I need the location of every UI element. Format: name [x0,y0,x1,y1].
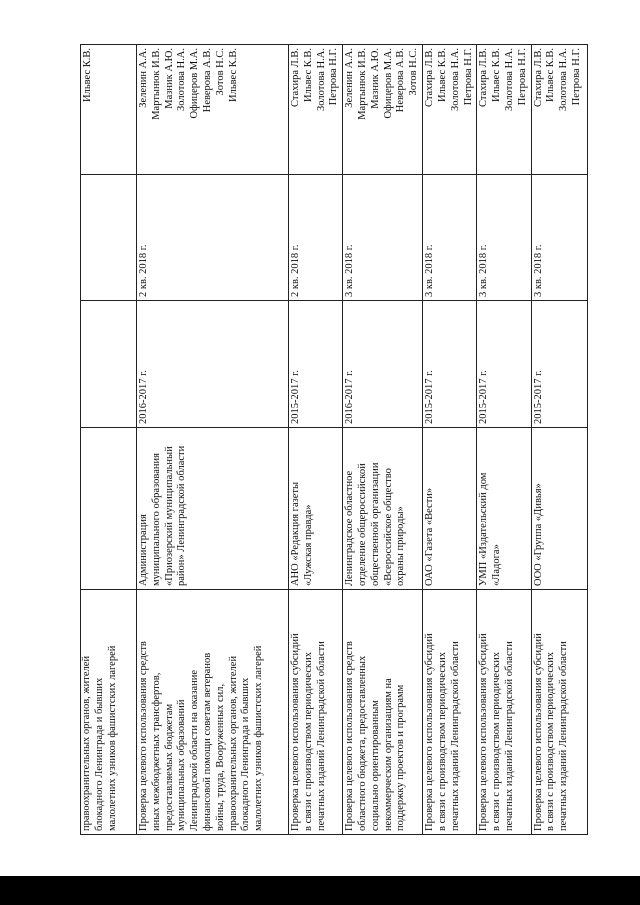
audit-period-cell: 2016-2017 г. [137,301,289,428]
executors-cell-line: Ильвес К.В. [82,48,93,102]
audit-object-cell [81,428,137,590]
executors-cell-line: Неверова А.В. [201,48,213,113]
executors-cell [343,45,423,175]
audit-term-cell: 3 кв. 2018 г. [423,175,477,301]
audit-subject-cell-line: иных межбюджетных трансфертов, [150,672,162,831]
audit-plan-table [80,44,588,835]
audit-subject-cell-line: печатных изданий Ленинградской области [558,641,570,831]
table-row [531,45,587,835]
executors-cell-line: Петрова Н.Г. [328,48,340,106]
audit-subject-cell [289,590,343,835]
audit-term-cell: 3 кв. 2018 г. [477,175,531,301]
executors-cell-line: Мартынюк И.В. [150,48,162,120]
audit-subject-cell-line: Проверка целевого использования субсидий [290,633,301,831]
audit-subject-cell-line: правоохранительных органов, жителей [227,655,239,831]
audit-subject-cell-line: в связи с производством периодических [545,652,557,831]
table-row [477,45,531,835]
executors-cell-line: Золотова Н.А. [315,48,327,111]
audit-subject-cell-line: печатных изданий Ленинградской области [503,641,515,831]
audit-subject-cell-line: муниципальных образований [176,699,188,831]
audit-subject-cell [477,590,531,835]
executors-cell-line: Золотова Н.А. [176,48,188,111]
audit-subject-cell-line: предоставляемых бюджетам [163,703,175,831]
executors-cell-line: Ильвес К.В. [491,48,503,102]
executors-cell-line: Петрова Н.Г. [570,48,582,106]
table-row [423,45,477,835]
audit-period-cell: 2015-2017 г. [423,301,477,428]
audit-object-cell-line: Администрация [138,514,149,586]
executors-cell-line: Ильвес К.В. [302,48,314,102]
table-row [289,45,343,835]
audit-object-cell [477,428,531,590]
audit-subject-cell-line: социально ориентированным [369,700,381,831]
audit-term-cell: 2 кв. 2018 г. [137,175,289,301]
audit-period-cell [81,301,137,428]
audit-object-cell [137,428,289,590]
executors-cell-line: Золотова Н.А. [503,48,515,111]
executors-cell-line: Мартынюк И.В. [356,48,368,120]
audit-object-cell-line: «Всероссийское общество [382,468,394,586]
audit-term-cell: 2 кв. 2018 г. [289,175,343,301]
audit-period-cell: 2015-2017 г. [531,301,587,428]
executors-cell-line: Петрова Н.Г. [516,48,528,106]
table-body [81,45,588,835]
audit-subject-cell [81,590,137,835]
executors-cell [289,45,343,175]
audit-subject-cell-line: Проверка целевого использования средств [138,641,149,831]
executors-cell-line: Петрова Н.Г. [462,48,474,106]
executors-cell-line: Стахира Л.В. [532,48,544,108]
audit-subject-cell-line: некоммерческим организациям на [382,678,394,831]
audit-subject-cell-line: финансовой помощи советам ветеранов [201,652,213,831]
audit-subject-cell-line: Проверка целевого использования субсидий [532,633,544,831]
executors-cell [137,45,289,175]
executors-cell-line: Стахира Л.В. [424,48,436,108]
executors-cell-line: Мазник А.Ю. [369,48,381,109]
audit-object-cell-line: отделение общероссийской [356,463,368,586]
executors-cell-line: Зеленин А.А. [138,48,149,108]
audit-subject-cell-line: блокадного Ленинграда и бывших [240,677,252,831]
audit-subject-cell-line: поддержку проектов и программ [395,684,407,831]
audit-subject-cell-line: Проверка целевого использования субсидий [478,633,490,831]
audit-period-cell: 2016-2017 г. [343,301,423,428]
audit-subject-cell-line: правоохранительных органов, жителей [81,655,92,831]
table-row [81,45,137,835]
audit-object-cell-line: муниципального образования [150,453,162,586]
executors-cell-line: Ильвес К.В. [545,48,557,102]
audit-subject-cell-line: областного бюджета, предоставленных [356,655,368,831]
audit-subject-cell [343,590,423,835]
audit-subject-cell-line: Проверка целевого использования субсидий [424,633,436,831]
audit-object-cell [423,428,477,590]
executors-cell-line: Мазник А.Ю. [163,48,175,109]
audit-object-cell-line: район» Ленинградской области [176,445,188,586]
executors-cell-line: Зеленин А.А. [344,48,356,108]
executors-cell [531,45,587,175]
audit-object-cell-line: ОАО «Газета «Вести» [424,487,436,586]
audit-object-cell-line: охраны природы» [395,506,407,586]
audit-subject-cell-line: в связи с производством периодических [491,652,503,831]
audit-object-cell-line: Ленинградское областное [344,470,356,586]
executors-cell-line: Золотова Н.А. [449,48,461,111]
audit-object-cell-line: «Ладога» [491,544,503,586]
audit-subject-cell-line: печатных изданий Ленинградской области [449,641,461,831]
audit-object-cell-line: ООО «Группа «Дивья» [532,483,544,586]
audit-term-cell [81,175,137,301]
executors-cell-line: Зотов Н.С. [408,48,420,96]
executors-cell-line: Стахира Л.В. [478,48,490,108]
audit-subject-cell [423,590,477,835]
executors-cell-line: Стахира Л.В. [290,48,301,108]
audit-term-cell: 3 кв. 2018 г. [531,175,587,301]
audit-object-cell [289,428,343,590]
executors-cell [477,45,531,175]
audit-object-cell [531,428,587,590]
audit-subject-cell-line: войны, труда, Вооруженных сил, [214,683,226,831]
audit-object-cell-line: «Приозерский муниципальный [163,446,175,586]
executors-cell-line: Зотов Н.С. [214,48,226,96]
audit-period-cell: 2015-2017 г. [477,301,531,428]
audit-period-cell: 2015-2017 г. [289,301,343,428]
audit-subject-cell-line: в связи с производством периодических [436,652,448,831]
executors-cell [423,45,477,175]
audit-object-cell-line: «Лужская правда» [302,504,314,586]
audit-subject-cell-line: Ленинградской области на оказание [189,669,201,831]
audit-subject-cell-line: блокадного Ленинграда и бывших [93,677,105,831]
audit-object-cell-line: общественной организации [369,462,381,586]
audit-subject-cell-line: малолетних узников фашистских лагерей [106,645,118,831]
audit-subject-cell-line: печатных изданий Ленинградской области [315,641,327,831]
audit-subject-cell-line: Проверка целевого использования средств [344,641,356,831]
audit-subject-cell [137,590,289,835]
audit-term-cell: 3 кв. 2018 г. [343,175,423,301]
executors-cell-line: Ильвес К.В. [227,48,239,102]
table-row [137,45,289,835]
executors-cell-line: Неверова А.В. [395,48,407,113]
audit-subject-cell-line: в связи с производством периодических [302,652,314,831]
audit-subject-cell [531,590,587,835]
executors-cell-line: Офицеров М.А. [189,48,201,119]
audit-object-cell-line: УМП «Издательский дом [478,472,490,586]
audit-object-cell-line: АНО «Редакция газеты [290,481,301,586]
audit-object-cell [343,428,423,590]
audit-subject-cell-line: малолетних узников фашистских лагерей [253,645,265,831]
executors-cell-line: Ильвес К.В. [436,48,448,102]
rotated-content [80,45,582,835]
table-row [343,45,423,835]
executors-cell-line: Золотова Н.А. [558,48,570,111]
executors-cell [81,45,137,175]
executors-cell-line: Офицеров М.А. [382,48,394,119]
